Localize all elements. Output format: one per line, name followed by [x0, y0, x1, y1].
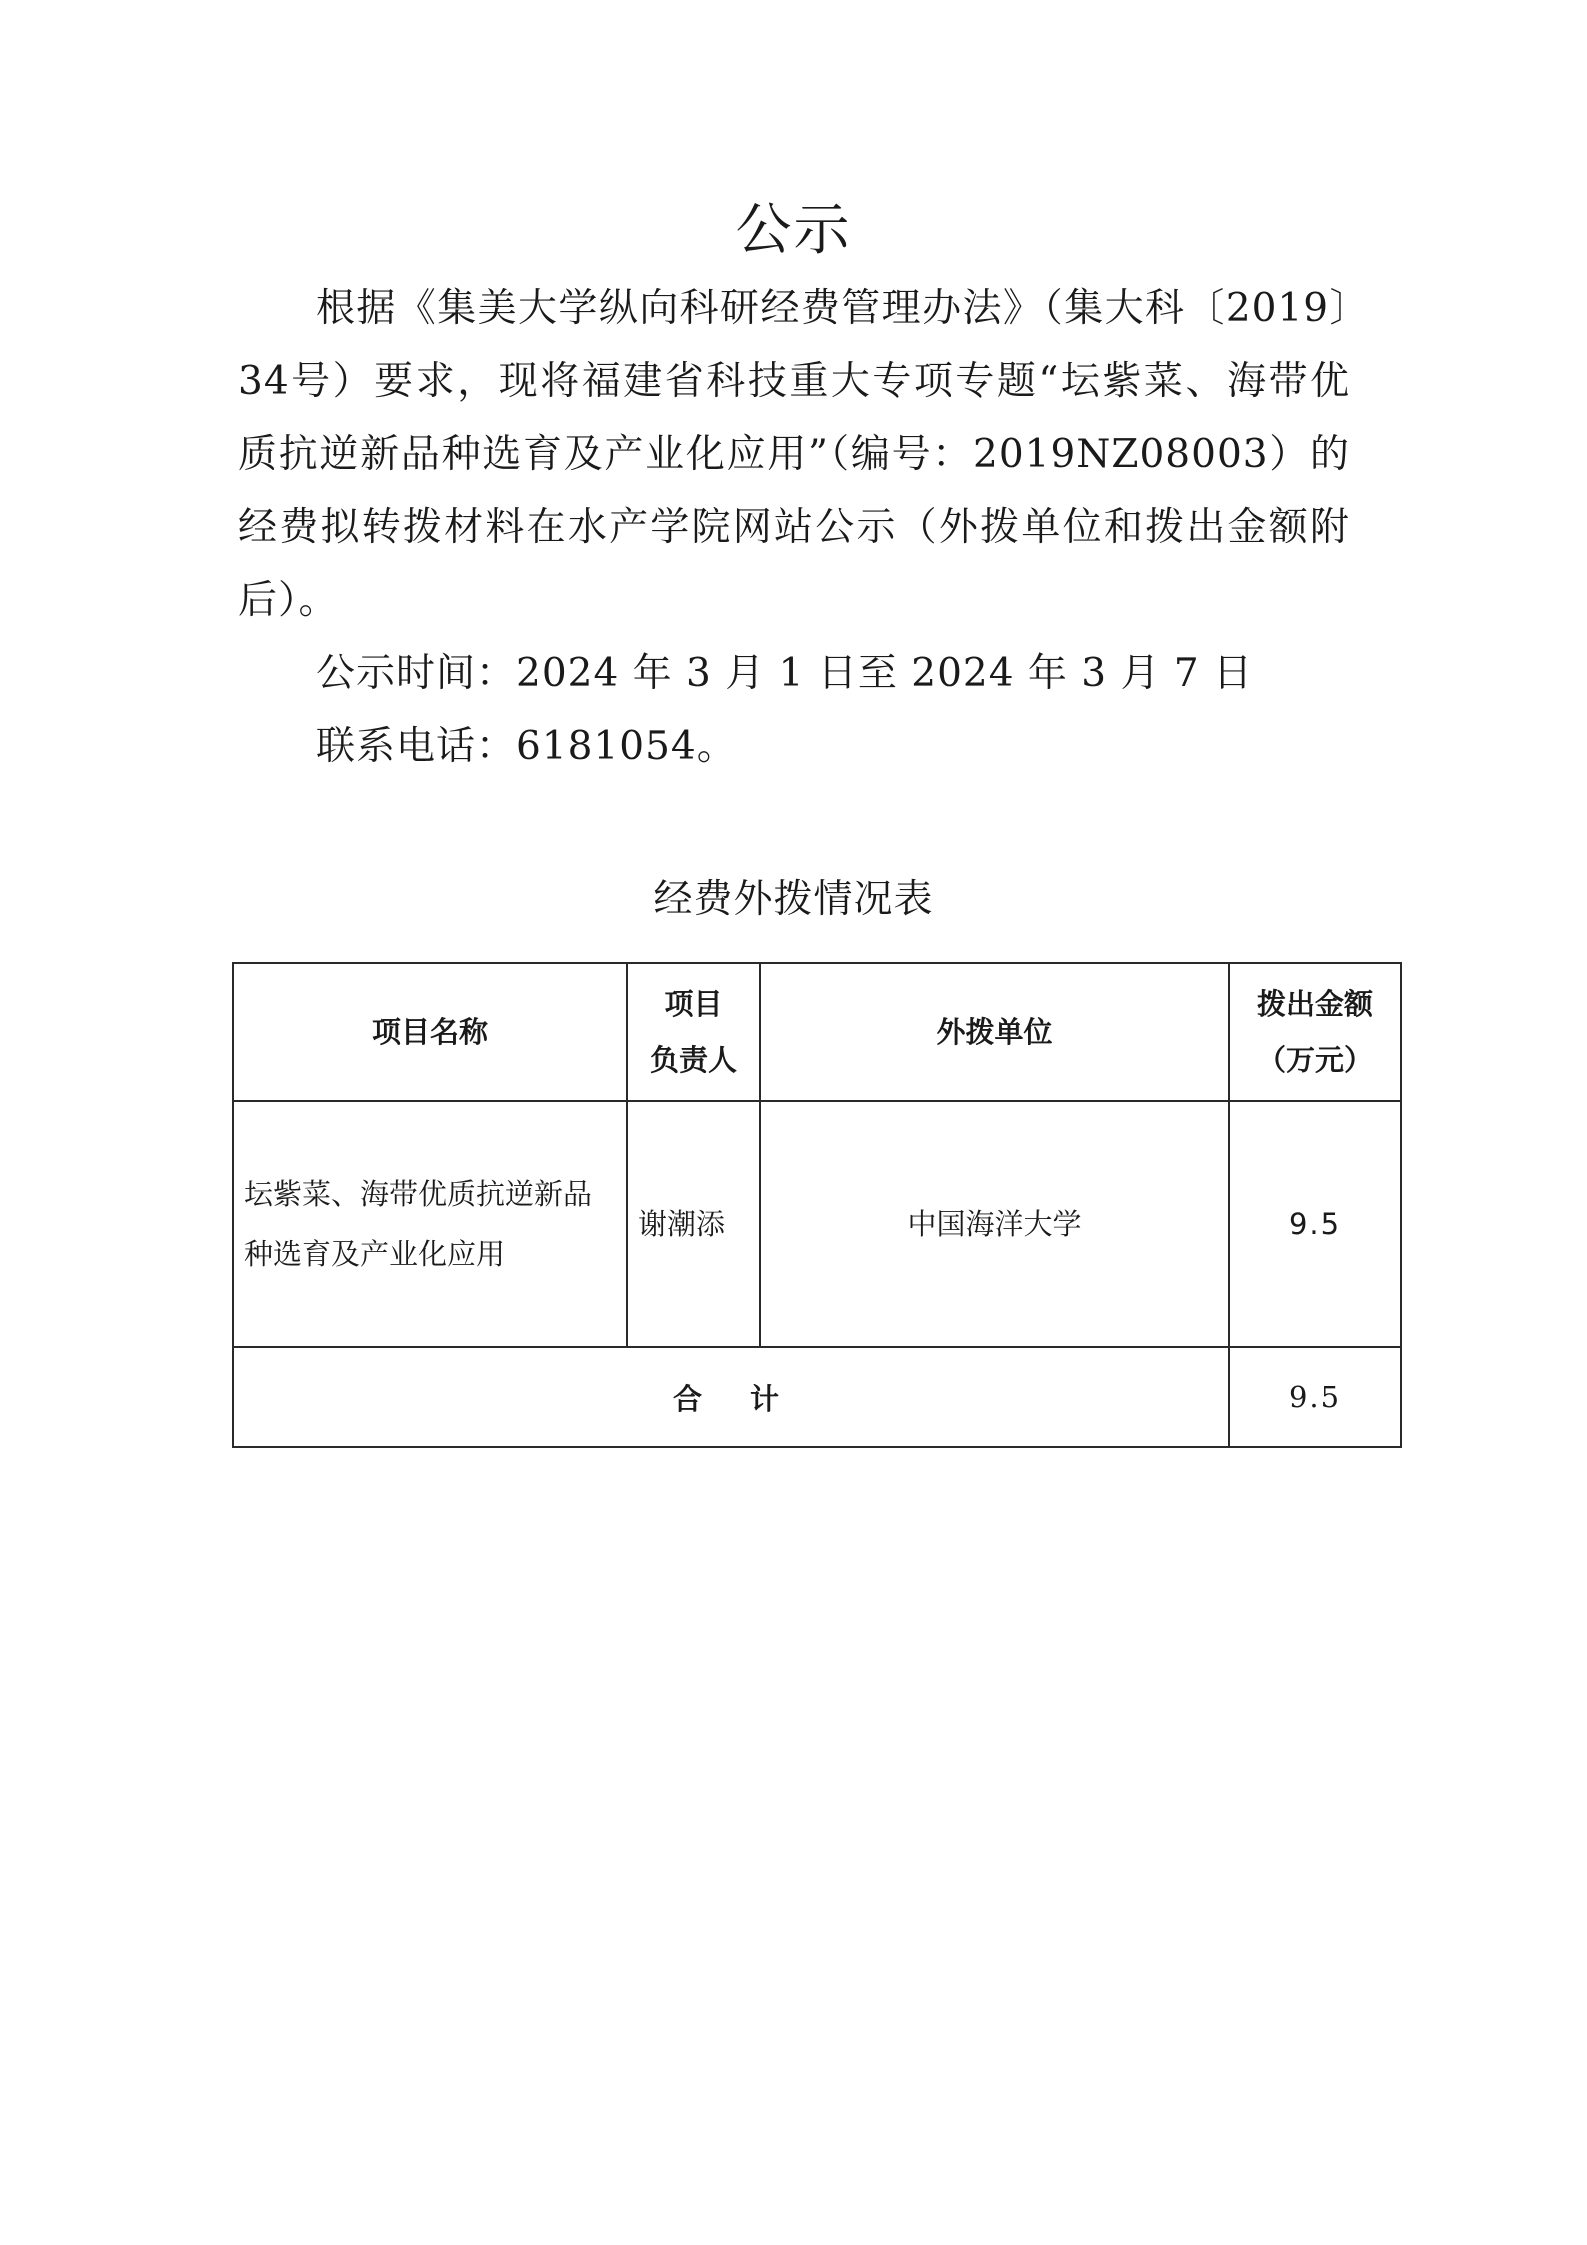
- page-title: 公示: [735, 198, 852, 263]
- header-unit: 外拨单位: [760, 963, 1229, 1101]
- header-leader-line2: 负责人: [649, 1043, 737, 1077]
- total-label: 合计: [233, 1347, 1229, 1447]
- header-amount: [1229, 963, 1401, 1101]
- total-amount: 9.5: [1229, 1347, 1401, 1447]
- cell-unit: 中国海洋大学: [760, 1101, 1229, 1347]
- table-header-row: [233, 963, 1401, 1101]
- contact-paragraph: 联系电话：6181054。: [316, 724, 737, 769]
- header-project-leader: [627, 963, 760, 1101]
- header-leader-line1: 项目: [664, 987, 723, 1021]
- total-row: [233, 1347, 1401, 1447]
- main-paragraph: 根据《集美大学纵向科研经费管理办法》（集大科〔2019〕34号）要求，现将福建省科技重大专项专题“坛紫菜、海带优质抗逆新品种选育及产业化应用”（编号：2019NZ08003）的经费拟转拨材料在水产学院网站公示（外拨单位和拨出金额附后）。: [238, 286, 1350, 623]
- header-amount-line2: （万元）: [1256, 1043, 1373, 1077]
- notice-body: [238, 272, 1350, 783]
- header-amount-line1: 拨出金额: [1256, 987, 1373, 1021]
- cell-amount: 9.5: [1229, 1101, 1401, 1347]
- cell-leader: 谢潮添: [627, 1101, 760, 1347]
- cell-project-name: 坛紫菜、海带优质抗逆新品种选育及产业化应用: [233, 1101, 627, 1347]
- header-project-name: 项目名称: [233, 963, 627, 1101]
- table-row: [233, 1101, 1401, 1347]
- allocation-table: [232, 962, 1402, 1448]
- table-title: 经费外拨情况表: [653, 877, 934, 922]
- period-paragraph: 公示时间：2024 年 3 月 1 日至 2024 年 3 月 7 日: [316, 651, 1254, 696]
